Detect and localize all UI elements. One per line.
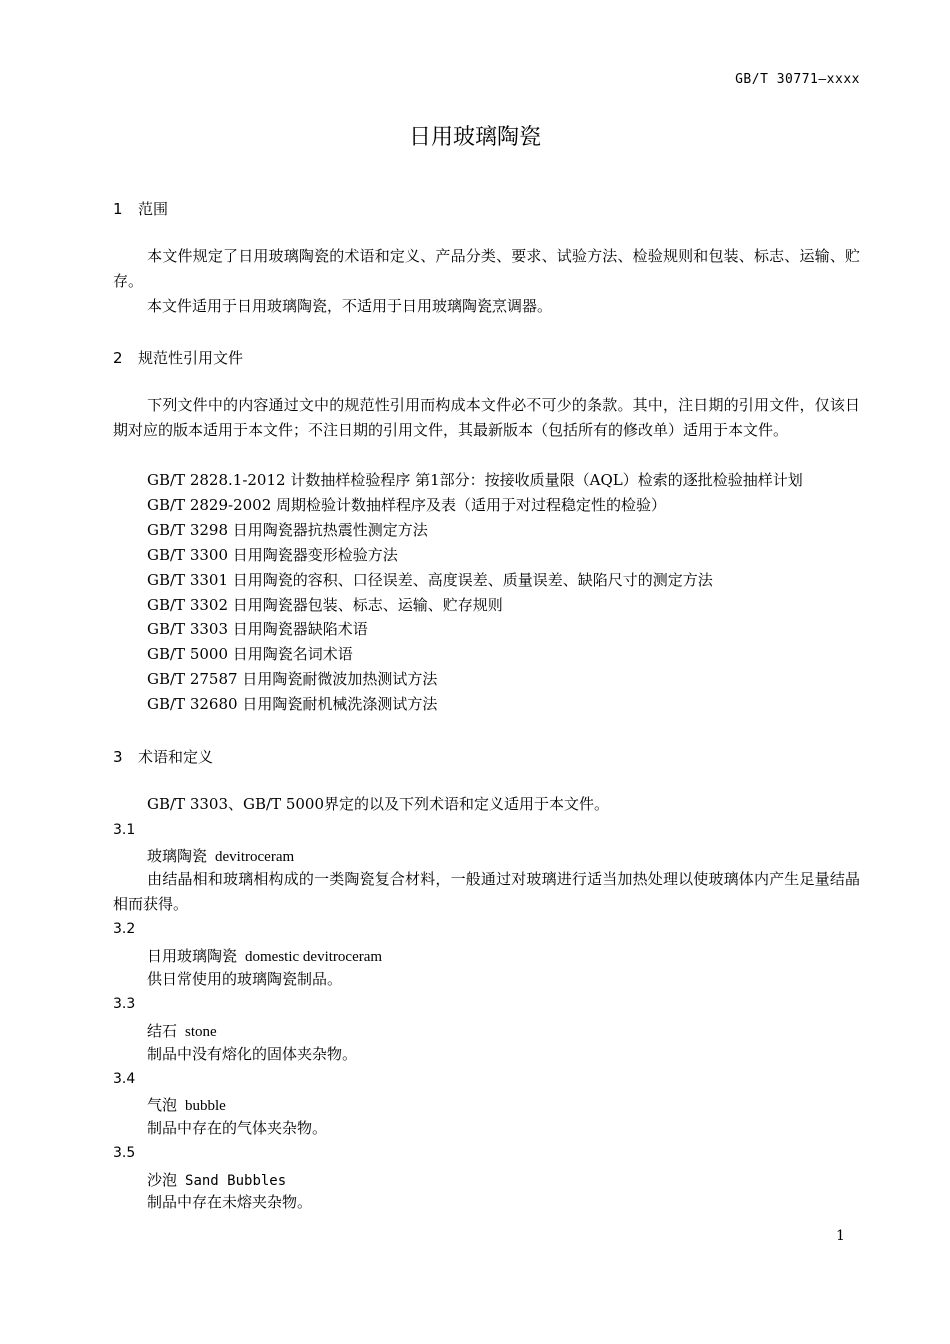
section-number: 3 xyxy=(113,748,123,766)
section-title: 规范性引用文件 xyxy=(138,349,244,367)
term-chinese: 玻璃陶瓷 xyxy=(147,847,208,865)
term-definition: 制品中存在的气体夹杂物。 xyxy=(147,1119,328,1137)
reference-item: GB/T 3303 日用陶瓷器缺陷术语 xyxy=(147,620,368,638)
section-number: 2 xyxy=(113,349,123,367)
term-definition: 供日常使用的玻璃陶瓷制品。 xyxy=(147,970,343,988)
reference-item: GB/T 2828.1-2012 计数抽样检验程序 第1部分：按接收质量限（AQL）检索的逐批检验抽样计划 xyxy=(147,471,803,489)
term-heading xyxy=(147,1020,217,1041)
term-definition xyxy=(113,867,860,917)
term-heading xyxy=(147,845,294,866)
term-definition: 制品中没有熔化的固体夹杂物。 xyxy=(147,1045,358,1063)
document-title: 日用玻璃陶瓷 xyxy=(408,125,541,150)
definition-text: 由结晶相和玻璃相构成的一类陶瓷复合材料，一般通过对玻璃进行适当加热处理以使玻璃体内产生足量结晶相而获得。 xyxy=(113,870,860,913)
reference-item: GB/T 3300 日用陶瓷器变形检验方法 xyxy=(147,546,398,564)
paragraph-text: 下列文件中的内容通过文中的规范性引用而构成本文件必不可少的条款。其中，注日期的引用文件，仅该日期对应的版本适用于本文件；不注日期的引用文件，其最新版本（包括所有的修改单）适用于本文件。 xyxy=(113,396,860,439)
term-english: Sand Bubbles xyxy=(185,1173,287,1189)
reference-item: GB/T 32680 日用陶瓷耐机械洗涤测试方法 xyxy=(147,695,438,713)
term-heading xyxy=(147,945,382,966)
section-number: 1 xyxy=(113,200,123,218)
term-number: 3.3 xyxy=(113,996,136,1012)
term-chinese: 沙泡 xyxy=(147,1171,178,1189)
section-2-heading xyxy=(113,347,243,368)
term-english: stone xyxy=(185,1024,217,1040)
reference-item: GB/T 3301 日用陶瓷的容积、口径误差、高度误差、质量误差、缺陷尺寸的测定方法 xyxy=(147,571,713,589)
term-english: bubble xyxy=(185,1098,226,1114)
reference-item: GB/T 5000 日用陶瓷名词术语 xyxy=(147,645,353,663)
paragraph-text: 本文件适用于日用玻璃陶瓷，不适用于日用玻璃陶瓷烹调器。 xyxy=(147,297,553,315)
section-1-heading xyxy=(113,198,168,219)
term-number: 3.1 xyxy=(113,822,136,838)
term-heading xyxy=(147,1169,286,1190)
term-number: 3.4 xyxy=(113,1071,136,1087)
term-english: domestic devitroceram xyxy=(245,949,383,965)
term-number: 3.5 xyxy=(113,1145,136,1161)
section-title: 术语和定义 xyxy=(138,748,214,766)
page-number: 1 xyxy=(836,1228,845,1244)
term-chinese: 日用玻璃陶瓷 xyxy=(147,947,238,965)
term-english: devitroceram xyxy=(215,849,295,865)
section-title: 范围 xyxy=(138,200,169,218)
standard-code: GB/T 30771—xxxx xyxy=(735,72,860,87)
references-intro xyxy=(113,393,860,443)
reference-item: GB/T 3302 日用陶瓷器包装、标志、运输、贮存规则 xyxy=(147,596,503,614)
reference-item: GB/T 3298 日用陶瓷器抗热震性测定方法 xyxy=(147,521,428,539)
scope-paragraph-1 xyxy=(113,244,860,294)
term-chinese: 结石 xyxy=(147,1022,178,1040)
term-heading xyxy=(147,1094,226,1115)
reference-item: GB/T 2829-2002 周期检验计数抽样程序及表（适用于对过程稳定性的检验） xyxy=(147,496,667,514)
scope-paragraph-2 xyxy=(113,294,860,319)
term-chinese: 气泡 xyxy=(147,1096,178,1114)
terms-intro: GB/T 3303、GB/T 5000界定的以及下列术语和定义适用于本文件。 xyxy=(147,795,610,813)
reference-item: GB/T 27587 日用陶瓷耐微波加热测试方法 xyxy=(147,670,438,688)
term-number: 3.2 xyxy=(113,921,136,937)
paragraph-text: 本文件规定了日用玻璃陶瓷的术语和定义、产品分类、要求、试验方法、检验规则和包装、标志、运输、贮存。 xyxy=(113,247,860,290)
term-definition: 制品中存在未熔夹杂物。 xyxy=(147,1193,313,1211)
section-3-heading xyxy=(113,746,213,767)
